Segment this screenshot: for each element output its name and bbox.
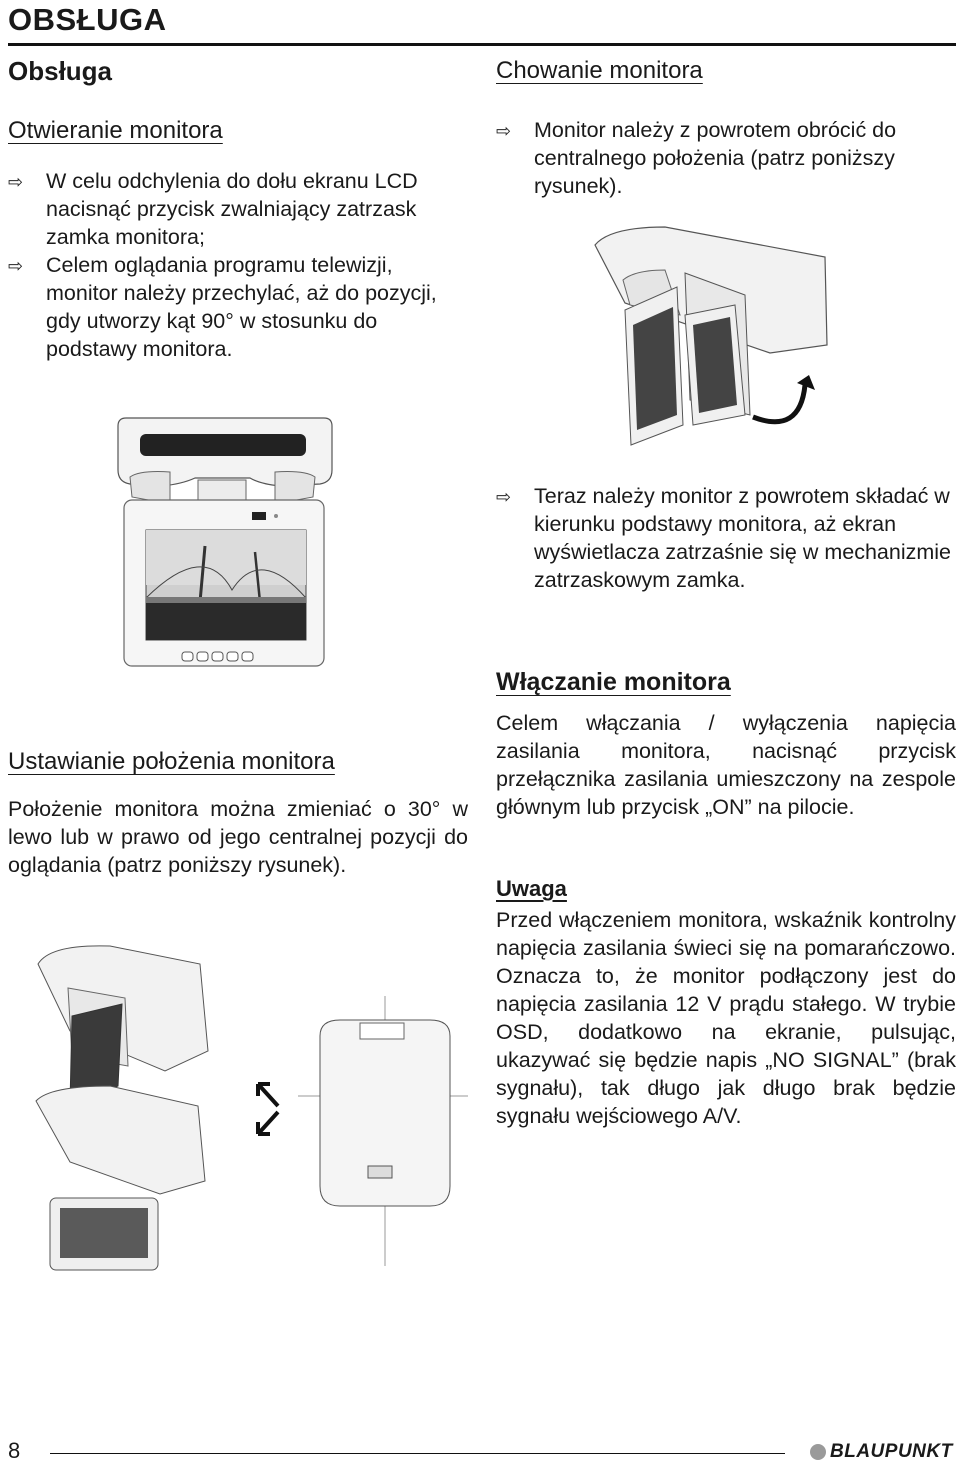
monitor-swivel-illustration bbox=[30, 936, 470, 1281]
page-header-title: OBSŁUGA bbox=[8, 2, 167, 37]
brand-name: BLAUPUNKT bbox=[830, 1441, 953, 1462]
list-item-text: Monitor należy z powrotem obrócić do centralnego położenia (patrz poniższy rysunek). bbox=[534, 118, 897, 198]
page-number: 8 bbox=[8, 1438, 21, 1463]
footer-rule bbox=[50, 1453, 785, 1454]
position-heading: Ustawianie położenia monitora bbox=[8, 748, 335, 775]
hiding-list bbox=[496, 116, 956, 200]
brand-dot-icon bbox=[810, 1444, 826, 1460]
brand-logo bbox=[810, 1441, 953, 1463]
hiding-heading: Chowanie monitora bbox=[496, 57, 703, 84]
hollow-arrow-icon: ⇨ bbox=[496, 487, 512, 507]
list-item-text: Celem oglądania programu telewizji, monitor należy przechylać, aż do pozycji, gdy utworzy kąt 90° w stosunku do podstawy monitora. bbox=[46, 253, 437, 361]
note-text: Przed włączeniem monitora, wskaźnik kontrolny napięcia zasilania świeci się na pomarańczowo. Oznacza to, że monitor podłączony jest do napięcia zasilania 12 V prądu stałego. W trybie OSD, dodatkowo na ekranie, pulsując, ukazywać się będzie napis „NO SIGNAL” (brak sygnału), tak długo jak długo brak będzie sygnału wejściowego A/V. bbox=[496, 908, 956, 1128]
list-item bbox=[496, 116, 956, 200]
list-item bbox=[8, 251, 468, 363]
left-column bbox=[8, 56, 468, 363]
switching-heading: Włączanie monitora bbox=[496, 668, 731, 696]
folding-list bbox=[496, 482, 956, 594]
monitor-front-illustration bbox=[110, 412, 335, 670]
header-rule bbox=[8, 43, 956, 46]
opening-heading: Otwieranie monitora bbox=[8, 117, 223, 144]
switching-text: Celem włączania / wyłączenia napięcia zasilania monitora, nacisnąć przycisk przełącznika zasilania umieszczony na zespole głównym lub przycisk „ON” na pilocie. bbox=[496, 711, 956, 819]
list-item-text: W celu odchylenia do dołu ekranu LCD nacisnąć przycisk zwalniający zatrzask zamka monitora; bbox=[46, 169, 418, 249]
monitor-fold-illustration bbox=[585, 225, 835, 447]
hollow-arrow-icon: ⇨ bbox=[8, 256, 24, 276]
opening-list bbox=[8, 167, 468, 363]
section-title: Obsługa bbox=[8, 56, 113, 86]
hollow-arrow-icon: ⇨ bbox=[8, 172, 24, 192]
position-text: Położenie monitora można zmieniać o 30° w lewo lub w prawo od jego centralnej pozycji do oglądania (patrz poniższy rysunek). bbox=[8, 797, 468, 877]
list-item bbox=[8, 167, 468, 251]
hollow-arrow-icon: ⇨ bbox=[496, 121, 512, 141]
note-heading: Uwaga bbox=[496, 876, 567, 901]
list-item bbox=[496, 482, 956, 594]
list-item-text: Teraz należy monitor z powrotem składać w kierunku podstawy monitora, aż ekran wyświetlacza zatrzaśnie się w mechanizmie zatrzaskowym zamka. bbox=[534, 484, 952, 592]
